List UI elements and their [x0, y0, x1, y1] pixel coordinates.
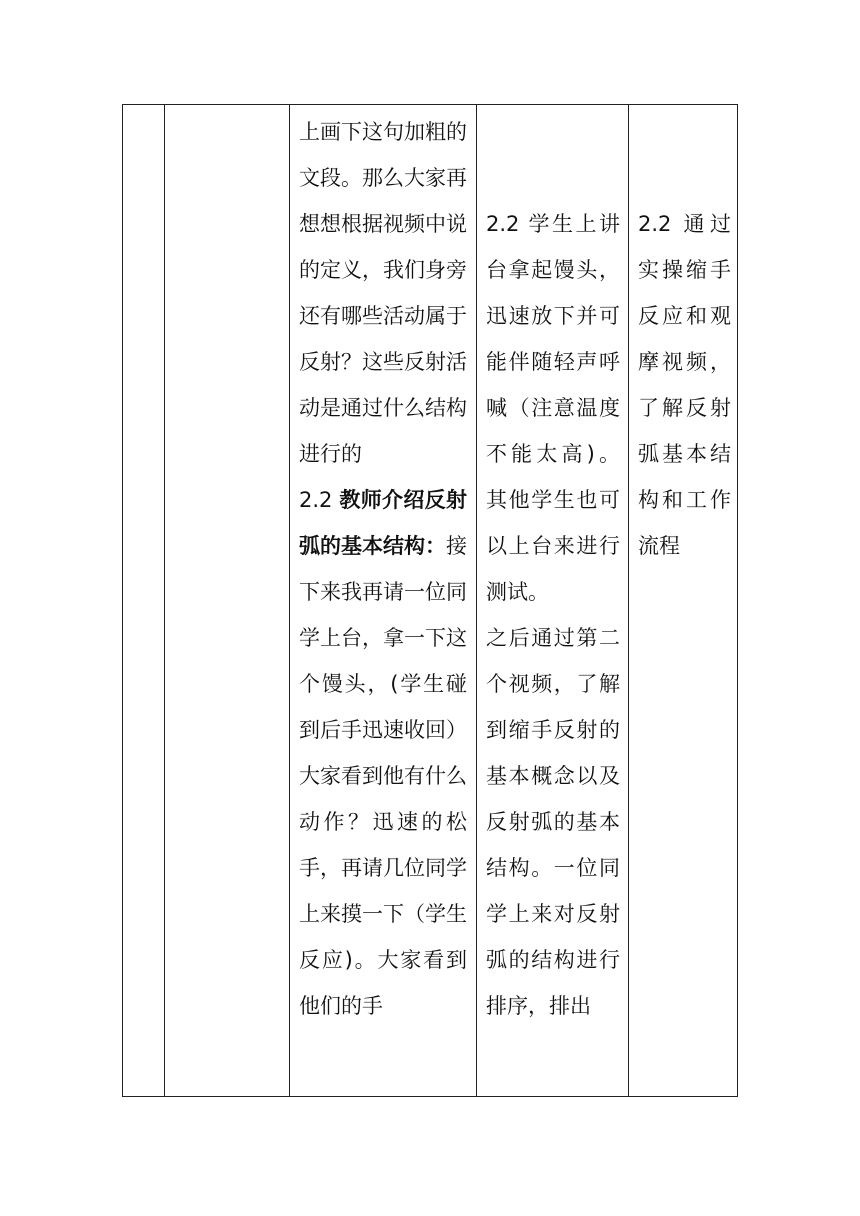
design-intent-text: 2.2 通过实操缩手反应和观摩视频，了解反射弧基本结构和工作流程 [638, 212, 731, 558]
student-activity-text [486, 201, 620, 1029]
table-column-1 [123, 105, 165, 1096]
teacher-activity-step-number: 2.2 [299, 488, 340, 512]
teacher-activity-part2: 接下来我再请一位同学上台，拿一下这个馒头，(学生碰到后手迅速收回）大家看到他有什么动作？迅速的松手，再请几位同学上来摸一下（学生反应)。大家看到他们的手 [299, 534, 467, 1018]
teacher-activity-part1: 上画下这句加粗的文段。那么大家再想想根据视频中说的定义，我们身旁还有哪些活动属于反射？这些反射活动是通过什么结构进行的 [299, 120, 467, 466]
teacher-activity-column [290, 105, 477, 1096]
student-activity-part1: 2.2 学生上讲台拿起馒头，迅速放下并可能伴随轻声呼喊（注意温度不能太高)。其他学生也可以上台来进行测试。 [486, 212, 620, 604]
table-column-2 [165, 105, 290, 1096]
student-activity-part2: 之后通过第二个视频，了解到缩手反射的基本概念以及反射弧的基本结构。一位同学上来对反射弧的结构进行排序，排出 [486, 626, 620, 1018]
lesson-plan-table [122, 104, 738, 1097]
student-activity-column [477, 105, 629, 1096]
design-intent-column [629, 105, 739, 1096]
teacher-activity-step-title: 教师介绍反射弧的基本结构： [299, 488, 468, 558]
teacher-activity-text [299, 109, 467, 1029]
